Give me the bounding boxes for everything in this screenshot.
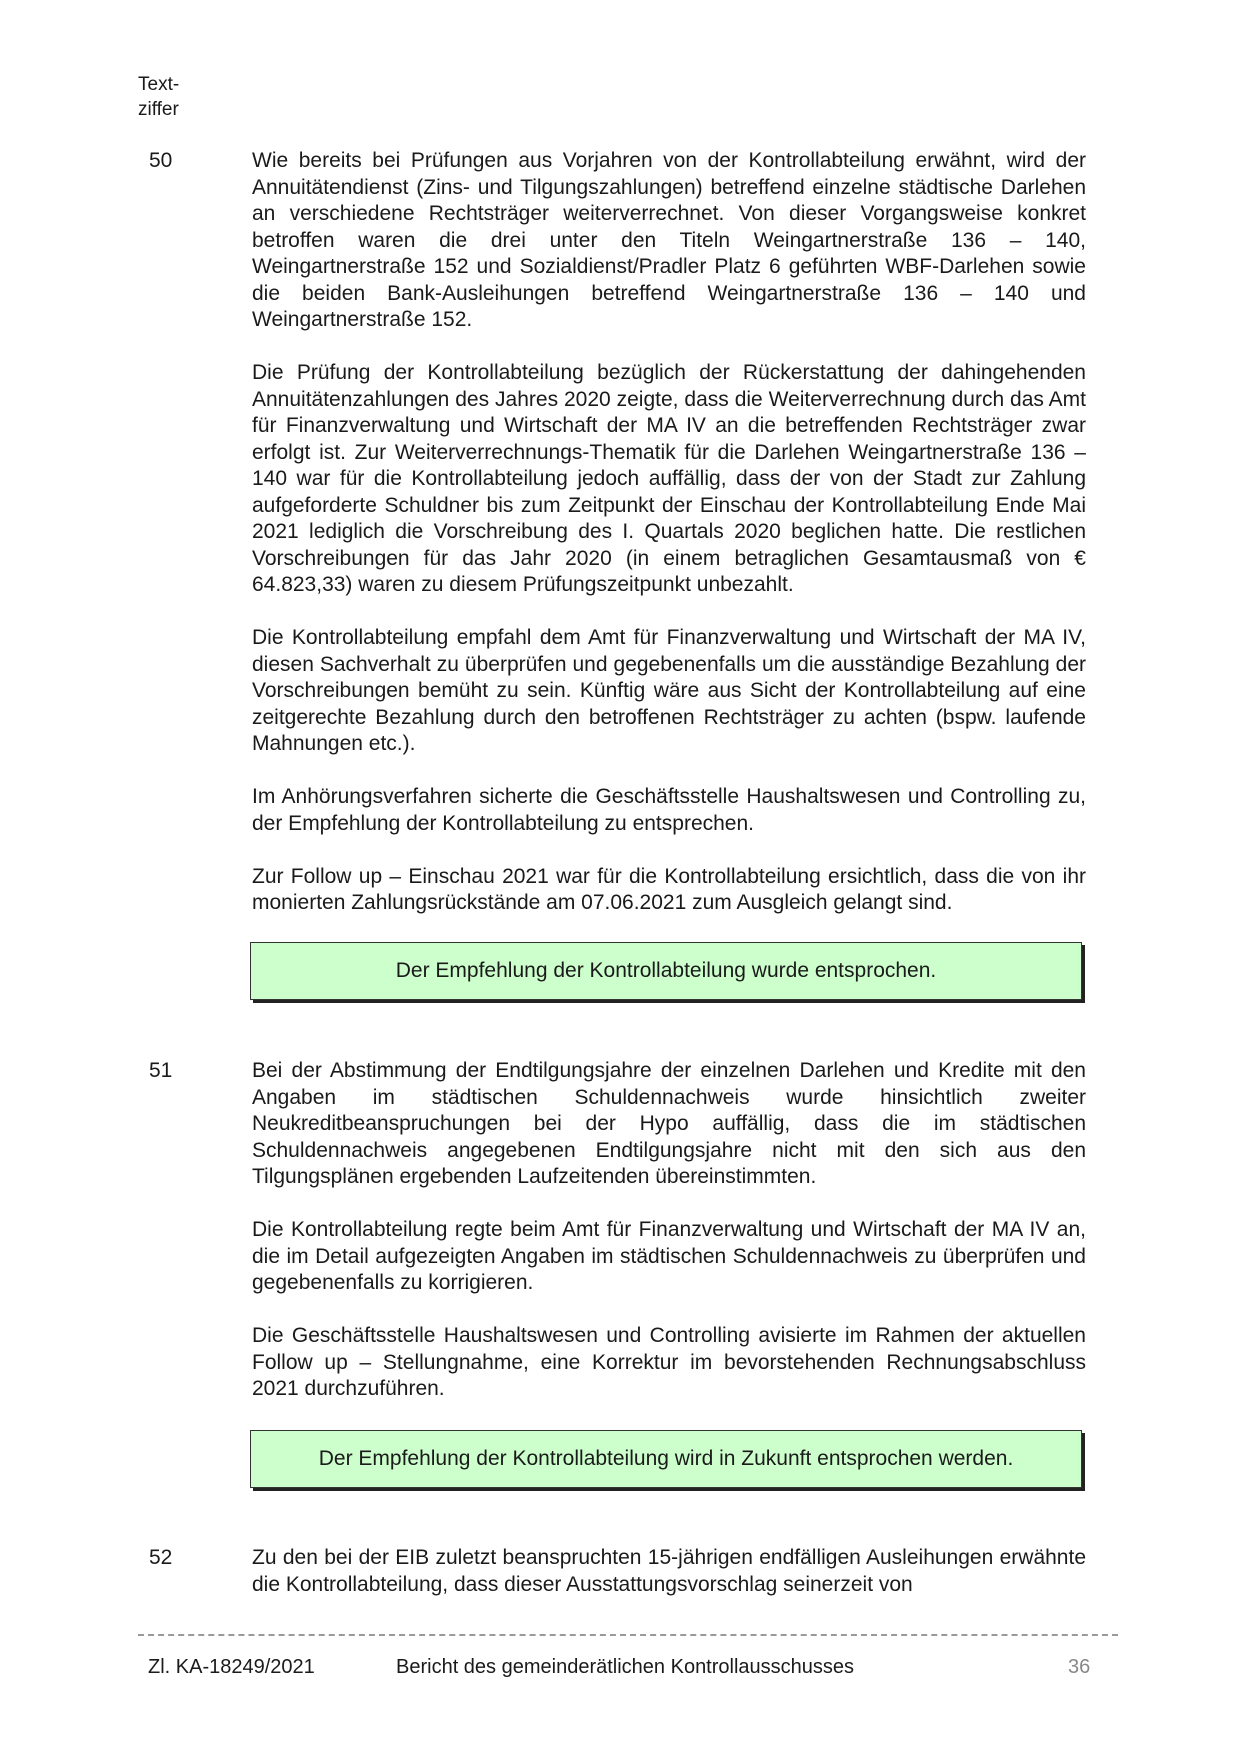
column-label-line1: Text- (138, 74, 180, 95)
footer-title: Bericht des gemeinderätlichen Kontrollausschusses (396, 1656, 855, 1678)
section-50-body (252, 148, 1086, 917)
section-52-body (252, 1545, 1086, 1598)
column-label-line2: ziffer (138, 99, 179, 120)
paragraph: Die Geschäftsstelle Haushaltswesen und Controlling avisierte im Rahmen der aktuellen Follow up – Stellungnahme, eine Korrektur im bevorstehenden Rechnungsabschluss 2021 durchzuführen. (252, 1324, 1086, 1400)
footer-divider (138, 1634, 1118, 1636)
paragraph: Zu den bei der EIB zuletzt beanspruchten 15-jährigen endfälligen Ausleihungen erwähnte die Kontrollabteilung, dass dieser Ausstattungsvorschlag seinerzeit von (252, 1546, 1086, 1596)
paragraph: Wie bereits bei Prüfungen aus Vorjahren von der Kontrollabteilung erwähnt, wird der Annuitätendienst (Zins- und Tilgungszahlungen) betreffend einzelne städtische Darlehen an verschiedene Rechtsträger weiterverrechnet. Von dieser Vorgangsweise konkret betroffen waren die drei unter den Titeln Weingartnerstraße 136 – 140, Weingartnerstraße 152 und Sozialdienst/Pradler Platz 6 geführten WBF-Darlehen sowie die beiden Bank-Ausleihungen betreffend Weingartnerstraße 136 – 140 und Weingartnerstraße 152. (252, 149, 1086, 331)
paragraph: Die Kontrollabteilung empfahl dem Amt für Finanzverwaltung und Wirtschaft der MA IV, diesen Sachverhalt zu überprüfen und gegebenenfalls um die ausständige Bezahlung der Vorschreibungen bemüht zu sein. Künftig wäre aus Sicht der Kontrollabteilung auf eine zeitgerechte Bezahlung durch den betroffenen Rechtsträger zu achten (bspw. laufende Mahnungen etc.). (252, 626, 1086, 755)
section-number-50: 50 (149, 149, 173, 172)
section-number-52: 52 (149, 1546, 173, 1569)
section-number-51: 51 (149, 1059, 173, 1082)
paragraph: Bei der Abstimmung der Endtilgungsjahre der einzelnen Darlehen und Kredite mit den Angaben im städtischen Schuldennachweis wurde hinsichtlich zweiter Neukreditbeanspruchungen bei der Hypo auffällig, dass die im städtischen Schuldennachweis angegebenen Endtilgungsjahre nicht mit den sich aus den Tilgungsplänen ergebenden Laufzeitenden übereinstimmten. (252, 1059, 1086, 1188)
recommendation-status-box-51 (250, 1430, 1082, 1488)
section-51-body (252, 1058, 1086, 1403)
page-number: 36 (1068, 1656, 1091, 1678)
paragraph: Die Kontrollabteilung regte beim Amt für Finanzverwaltung und Wirtschaft der MA IV an, die im Detail aufgezeigten Angaben im städtischen Schuldennachweis zu überprüfen und gegebenenfalls zu korrigieren. (252, 1218, 1086, 1294)
recommendation-status-text: Der Empfehlung der Kontrollabteilung wird in Zukunft entsprochen werden. (318, 1447, 1014, 1470)
recommendation-status-text: Der Empfehlung der Kontrollabteilung wurde entsprochen. (395, 959, 937, 982)
textziffer-column-label (138, 72, 179, 122)
footer-reference: Zl. KA-18249/2021 (148, 1656, 315, 1678)
paragraph: Die Prüfung der Kontrollabteilung bezüglich der Rückerstattung der dahingehenden Annuitätenzahlungen des Jahres 2020 zeigte, dass die Weiterverrechnung durch das Amt für Finanzverwaltung und Wirtschaft der MA IV an die betreffenden Rechtsträger zwar erfolgt ist. Zur Weiterverrechnungs-Thematik für die Darlehen Weingartnerstraße 136 – 140 war für die Kontrollabteilung jedoch auffällig, dass der von der Stadt zur Zahlung aufgeforderte Schuldner bis zum Zeitpunkt der Einschau der Kontrollabteilung Ende Mai 2021 lediglich die Vorschreibung des I. Quartals 2020 beglichen hatte. Die restlichen Vorschreibungen für das Jahr 2020 (in einem betraglichen Gesamtausmaß von € 64.823,33) waren zu diesem Prüfungszeitpunkt unbezahlt. (252, 361, 1086, 596)
recommendation-status-box-50 (250, 942, 1082, 1000)
paragraph: Zur Follow up – Einschau 2021 war für die Kontrollabteilung ersichtlich, dass die von ihr monierten Zahlungsrückstände am 07.06.2021 zum Ausgleich gelangt sind. (252, 864, 1086, 914)
paragraph: Im Anhörungsverfahren sicherte die Geschäftsstelle Haushaltswesen und Controlling zu, der Empfehlung der Kontrollabteilung zu entsprechen. (252, 785, 1086, 835)
